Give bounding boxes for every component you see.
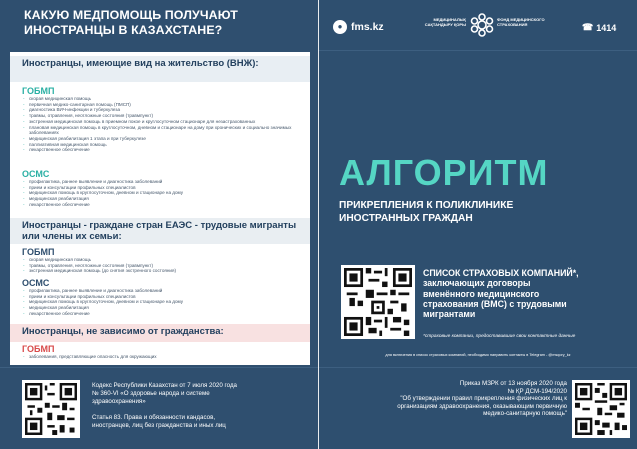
list-item: - медицинская реабилитация	[22, 305, 307, 311]
list-item: - медицинская реабилитация	[22, 196, 307, 202]
section1-gobmp-title: ГОБМП	[22, 86, 55, 96]
list-item: - экстренная медицинская помощь в приемном покое и круглосуточном стационаре для незастрахованных	[22, 119, 307, 125]
order-line4: организациям здравоохранения, оказывающим первичную	[397, 402, 567, 410]
section2-osms-block	[22, 278, 307, 317]
fund-name-ru: ФОНД МЕДИЦИНСКОГО СТРАХОВАНИЯ	[497, 17, 545, 27]
fms-link[interactable]	[333, 20, 384, 34]
list-item: - плановая медицинская помощь в круглосуточном, дневном и стационаре на дому при хронических и социально значимых заболеваниях	[22, 125, 307, 136]
code-reference	[92, 382, 312, 405]
right-panel	[319, 0, 637, 449]
section3-gobmp-block	[22, 344, 307, 360]
care-types-card	[10, 52, 310, 365]
list-item: - лекарственное обеспечение	[22, 202, 307, 208]
list-item: - скорая медицинская помощь	[22, 96, 307, 102]
main-title-line2: ИНОСТРАНЦЫ В КАЗАХСТАНЕ?	[24, 23, 223, 37]
section1-osms-block	[22, 169, 307, 208]
insurance-footnote: *страховые компании, предоставившие свои контактные данные	[423, 334, 576, 339]
list-item: - первичная медико-санитарная помощь (ПМСП)	[22, 102, 307, 108]
section3-gobmp-title: ГОБМП	[22, 344, 55, 354]
globe-icon: ●	[333, 20, 347, 34]
algorithm-subtitle-line2: ИНОСТРАННЫХ ГРАЖДАН	[339, 212, 473, 224]
fund-emblem-icon	[469, 12, 495, 43]
section-any-citizenship-heading: Иностранцы, не зависимо от гражданства:	[10, 324, 310, 342]
order-line3: "Об утверждении правил прикрепления физических лиц к	[400, 395, 567, 403]
insurance-line2: заключающих договоры	[423, 278, 531, 289]
algorithm-title: АЛГОРИТМ	[339, 152, 549, 193]
insurance-list-text	[423, 268, 628, 319]
section2-gobmp-title: ГОБМП	[22, 247, 55, 257]
list-item: - медицинская помощь в круглосуточном, дневном и стационаре на дому	[22, 190, 307, 196]
algorithm-subtitle-line1: ПРИКРЕПЛЕНИЯ К ПОЛИКЛИНИКЕ	[339, 200, 514, 211]
article-reference	[92, 414, 312, 430]
order-line5: медико-санитарную помощь"	[483, 410, 567, 418]
order-line1: Приказ МЗРК от 13 ноября 2020 года	[459, 380, 567, 387]
code-line2: № 360-VI «О здоровье народа и системе	[92, 389, 210, 397]
section2-gobmp-block	[22, 247, 307, 274]
code-line3: здравоохранения»	[92, 397, 146, 405]
list-item: - паллиативная медицинская помощь	[22, 142, 307, 148]
main-title-line1: КАКУЮ МЕДПОМОЩЬ ПОЛУЧАЮТ	[24, 8, 238, 22]
qr-code-icon	[575, 383, 627, 435]
list-item: - лекарственное обеспечение	[22, 147, 307, 153]
list-item: - скорая медицинская помощь	[22, 257, 307, 263]
insurance-line3: вменённого медицинского	[423, 288, 540, 299]
fund-name-kz: МЕДИЦИНАЛЫҚ САҚТАНДЫРУ ҚОРЫ	[424, 17, 466, 27]
order-reference	[337, 380, 567, 418]
insurance-line5: мигрантами	[423, 309, 476, 320]
list-item: - прием и консультации профильных специалистов	[22, 185, 307, 191]
order-qr-code[interactable]	[572, 380, 630, 438]
phone-icon: ☎	[582, 22, 594, 32]
section-eaeu-heading: Иностранцы - граждане стран ЕАЭС - трудовые мигранты или члены их семьи:	[10, 218, 310, 244]
left-panel	[0, 0, 318, 449]
list-item: - профилактика, раннее выявление и диагностика заболеваний	[22, 179, 307, 185]
right-footer	[319, 368, 637, 449]
left-footer	[0, 368, 318, 449]
algorithm-subtitle	[339, 200, 629, 225]
section2-osms-title: ОСМС	[22, 278, 50, 288]
order-line2: № ҚР ДСМ-194/2020	[507, 387, 567, 395]
phone-link[interactable]	[582, 22, 616, 33]
list-item: - травмы, отравления, неотложные состояния (травмпункт)	[22, 113, 307, 119]
insurance-qr-code[interactable]	[341, 265, 415, 339]
list-item: - медицинская помощь в круглосуточном, дневном и стационаре на дому	[22, 299, 307, 305]
section-residents-heading: Иностранцы, имеющие вид на жительство (ВНЖ):	[10, 56, 310, 82]
list-item: - травмы, отравления, неотложные состояния (травмпункт)	[22, 263, 307, 269]
right-header	[319, 0, 637, 50]
article-line1: Статья 83. Права и обязанности кандасов,	[92, 414, 216, 421]
fms-label: fms.kz	[351, 21, 384, 33]
phone-number: 1414	[596, 22, 617, 33]
list-item: - прием и консультации профильных специалистов	[22, 294, 307, 300]
list-item: - экстренная медицинская помощь (до снятия экстренного состояния)	[22, 268, 307, 274]
telegram-note: для включения в список страховых компаний, необходимо направить контакты в Telegram - @msqory_kz	[385, 353, 571, 357]
left-header	[0, 0, 318, 50]
list-item: - лекарственное обеспечение	[22, 311, 307, 317]
qr-code-icon	[25, 383, 77, 435]
code-line1: Кодекс Республики Казахстан от 7 июля 2020 года	[92, 382, 238, 389]
code-qr-code[interactable]	[22, 380, 80, 438]
section1-gobmp-block	[22, 86, 307, 153]
qr-code-icon	[344, 268, 412, 336]
list-item: - диагностика ВИЧ-инфекции и туберкулеза	[22, 107, 307, 113]
insurance-line4: страхования (ВМС) с трудовыми	[423, 298, 567, 309]
insurance-line1: СПИСОК СТРАХОВЫХ КОМПАНИЙ*,	[423, 268, 579, 278]
section1-osms-title: ОСМС	[22, 169, 50, 179]
list-item: - заболевания, представляющие опасность для окружающих	[22, 354, 307, 360]
list-item: - медицинская реабилитация 1 этапа и при туберкулезе	[22, 136, 307, 142]
article-line2: иностранцев, лиц без гражданства и иных лиц	[92, 421, 226, 429]
list-item: - профилактика, раннее выявление и диагностика заболеваний	[22, 288, 307, 294]
right-header-divider	[319, 50, 637, 51]
